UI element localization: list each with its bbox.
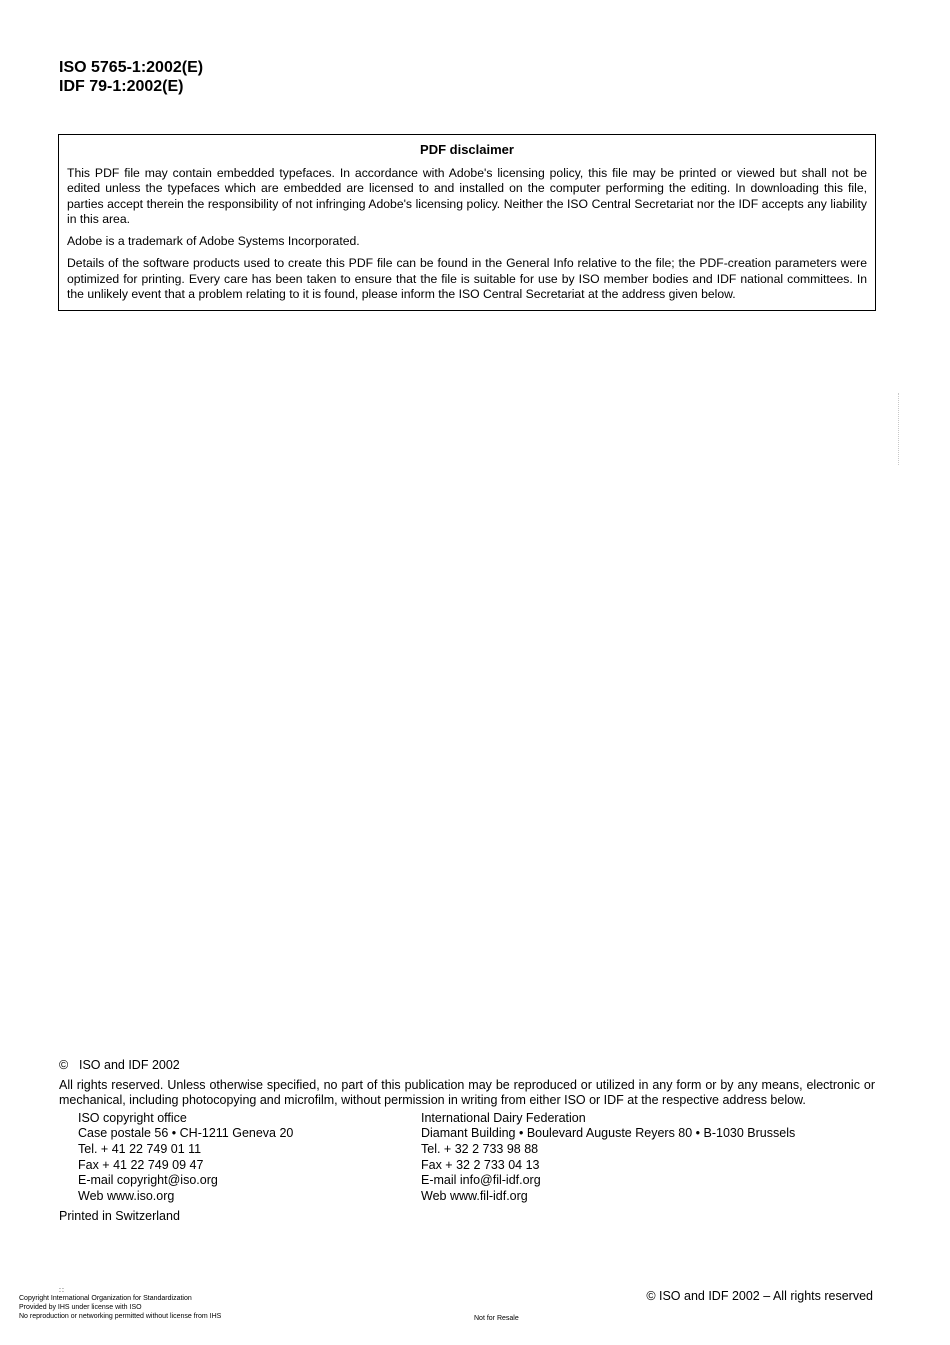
not-for-resale: Not for Resale [474,1315,519,1322]
iso-email: E-mail copyright@iso.org [78,1173,218,1188]
idf-web: Web www.fil-idf.org [421,1188,528,1203]
rights-statement: All rights reserved. Unless otherwise specified, no part of this publication may be reproduced or utilized in any form or by any means, electronic or mechanical, including photocopying and microfilm, without permission in writing from either ISO or IDF at the respective address below. [59,1077,875,1108]
iso-tel: Tel. + 41 22 749 01 11 [78,1141,202,1156]
iso-address [59,1111,402,1205]
license-footer [19,1288,221,1321]
iso-web: Web www.iso.org [78,1188,175,1203]
copyright-symbol: © [59,1058,69,1072]
idf-fax: Fax + 32 2 733 04 13 [421,1157,540,1172]
standard-number-iso: ISO 5765-1:2002(E) [59,59,204,76]
footer-dots: :: [59,1287,65,1294]
license-line: Copyright International Organization for Standardization [19,1295,192,1302]
idf-street: Diamant Building • Boulevard Auguste Reyers 80 • B-1030 Brussels [421,1126,796,1141]
iso-fax: Fax + 41 22 749 09 47 [78,1157,204,1172]
copyright-owner: ISO and IDF 2002 [79,1058,180,1072]
license-line: Provided by IHS under license with ISO [19,1304,142,1311]
iso-office-name: ISO copyright office [78,1110,187,1125]
disclaimer-paragraph: This PDF file may contain embedded typefaces. In accordance with Adobe's licensing policy, this file may be printed or viewed but shall not be edited unless the typefaces which are embedded are licensed to and installed on the computer performing the editing. In downloading this file, parties accept therein the responsibility of not infringing Adobe's licensing policy. Neither the ISO Central Secretariat nor the IDF accepts any liability in this area. [67,166,867,226]
license-line: No reproduction or networking permitted without license from IHS [19,1313,222,1320]
pdf-disclaimer-box [58,134,876,311]
margin-marks [898,393,903,465]
copyright-line [59,1058,875,1074]
standard-number-idf: IDF 79-1:2002(E) [59,78,184,95]
copyright-block [59,1058,875,1225]
disclaimer-title: PDF disclaimer [420,142,514,157]
printed-location: Printed in Switzerland [59,1209,180,1224]
disclaimer-paragraph: Details of the software products used to create this PDF file can be found in the General Info relative to the file; the PDF-creation parameters were optimized for printing. Every care has been taken to ensure that the file is suitable for use by ISO member bodies and IDF national committees. In the unlikely event that a problem relating to it is found, please inform the ISO Central Secretariat at the address given below. [67,256,867,302]
footer-copyright: © ISO and IDF 2002 – All rights reserved [646,1289,873,1303]
disclaimer-paragraph: Adobe is a trademark of Adobe Systems Incorporated. [67,234,360,249]
iso-street: Case postale 56 • CH-1211 Geneva 20 [78,1126,294,1141]
idf-tel: Tel. + 32 2 733 98 88 [421,1141,539,1156]
address-section [59,1111,875,1205]
document-header [59,58,203,96]
idf-address [402,1111,795,1205]
idf-email: E-mail info@fil-idf.org [421,1173,541,1188]
idf-office-name: International Dairy Federation [421,1110,586,1125]
